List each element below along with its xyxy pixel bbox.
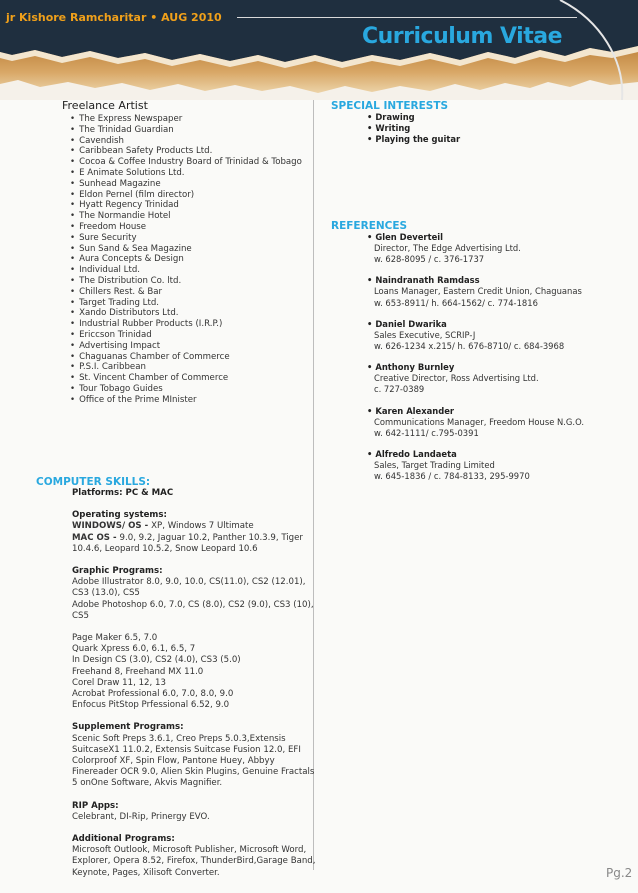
header-rule xyxy=(237,17,577,18)
reference-detail: w. 628-8095 / c. 376-1737 xyxy=(374,254,485,265)
client-item: • Individual Ltd. xyxy=(70,265,322,276)
client-item: • The Trinidad Guardian xyxy=(70,125,322,136)
client-item: • Tour Tobago Guides xyxy=(70,384,322,395)
reference-name: • Alfredo Landaeta xyxy=(367,449,631,460)
reference-entry xyxy=(367,449,631,482)
client-list xyxy=(62,114,322,406)
client-item: • Cocoa & Coffee Industry Board of Trinidad & Tobago xyxy=(70,157,322,168)
client-item: • Eldon Pernel (film director) xyxy=(70,190,322,201)
client-item: • Caribbean Safety Products Ltd. xyxy=(70,146,322,157)
reference-entry xyxy=(367,319,631,352)
program-line: Page Maker 6.5, 7.0 xyxy=(72,633,158,644)
supplement-heading: Supplement Programs: xyxy=(72,722,184,733)
reference-detail: w. 626-1234 x.215/ h. 676-8710/ c. 684-3968 xyxy=(374,341,565,352)
references-section xyxy=(331,220,631,492)
client-item: • Office of the Prime MInister xyxy=(70,395,322,406)
client-item: • Aura Concepts & Design xyxy=(70,254,322,265)
reference-entry xyxy=(367,362,631,395)
reference-detail: Sales, Target Trading Limited xyxy=(374,460,495,471)
author-and-date: jr Kishore Ramcharitar • AUG 2010 xyxy=(6,11,222,24)
mac-value: 9.0, 9.2, Jaguar 10.2, Panther 10.3.9, Tiger 10.4.6, Leopard 10.5.2, Snow Leopard 10.6 xyxy=(72,532,303,554)
graphic-programs xyxy=(72,577,316,622)
program-line: Corel Draw 11, 12, 13 xyxy=(72,677,166,688)
rip-heading: RIP Apps: xyxy=(72,800,119,811)
skills-body xyxy=(72,488,316,879)
additional-heading: Additional Programs: xyxy=(72,834,175,845)
client-item: • P.S.I. Caribbean xyxy=(70,362,322,373)
reference-detail: Director, The Edge Advertising Ltd. xyxy=(374,243,521,253)
client-item: • Advertising Impact xyxy=(70,341,322,352)
client-item: • Ericcson Trinidad xyxy=(70,330,322,341)
reference-entry xyxy=(367,232,631,265)
os-windows xyxy=(72,521,316,532)
client-item: • Freedom House xyxy=(70,222,322,233)
client-item: • St. Vincent Chamber of Commerce xyxy=(70,373,322,384)
reference-name: • Daniel Dwarika xyxy=(367,319,631,330)
client-item: • The Express Newspaper xyxy=(70,114,322,125)
windows-value: XP, Windows 7 Ultimate xyxy=(151,521,254,532)
references-heading: REFERENCES xyxy=(331,220,408,232)
reference-name: • Karen Alexander xyxy=(367,406,631,417)
reference-detail: w. 642-1111/ c.795-0391 xyxy=(374,427,479,438)
reference-detail: Sales Executive, SCRIP-J xyxy=(374,329,476,340)
freelance-section xyxy=(62,99,322,406)
reference-detail: Communications Manager, Freedom House N.G.O. xyxy=(374,416,585,427)
client-item: • The Normandie Hotel xyxy=(70,211,322,222)
header-banner xyxy=(0,0,638,100)
program-line: Freehand 8, Freehand MX 11.0 xyxy=(72,666,204,677)
client-item: • Hyatt Regency Trinidad xyxy=(70,200,322,211)
rip-text: Celebrant, DI-Rip, Prinergy EVO. xyxy=(72,811,210,822)
reference-detail: w. 645-1836 / c. 784-8133, 295-9970 xyxy=(374,471,530,482)
client-item: • Sun Sand & Sea Magazine xyxy=(70,244,322,255)
skills-heading: COMPUTER SKILLS: xyxy=(36,476,151,488)
reference-name: • Anthony Burnley xyxy=(367,362,631,373)
other-programs xyxy=(72,633,316,711)
freelance-heading: Freelance Artist xyxy=(62,99,148,112)
client-item: • Sure Security xyxy=(70,233,322,244)
reference-detail: Creative Director, Ross Advertising Ltd. xyxy=(374,373,539,384)
interests-section xyxy=(331,100,631,145)
program-line: Enfocus PitStop Prfessional 6.52, 9.0 xyxy=(72,700,230,711)
os-heading: Operating systems: xyxy=(72,510,167,521)
page-title: Curriculum Vitae xyxy=(362,24,563,49)
client-item: • Sunhead Magazine xyxy=(70,179,322,190)
program-line: Acrobat Professional 6.0, 7.0, 8.0, 9.0 xyxy=(72,689,234,700)
computer-skills-section xyxy=(36,476,316,879)
graphic-heading: Graphic Programs: xyxy=(72,566,163,577)
reference-entry xyxy=(367,275,631,308)
reference-entry xyxy=(367,406,631,439)
reference-name: • Glen Deverteil xyxy=(367,232,631,243)
interest-item: • Writing xyxy=(367,123,631,134)
references-list xyxy=(331,232,631,482)
interests-heading: SPECIAL INTERESTS xyxy=(331,100,449,112)
reference-detail: c. 727-0389 xyxy=(374,384,425,395)
program-line: Adobe Photoshop 6.0, 7.0, CS (8.0), CS2 (9.0), CS3 (10), CS5 xyxy=(72,599,314,621)
client-item: • The Distribution Co. ltd. xyxy=(70,276,322,287)
interest-item: • Playing the guitar xyxy=(367,134,631,145)
program-line: Adobe Illustrator 8.0, 9.0, 10.0, CS(11.0), CS2 (12.01), CS3 (13.0), CS5 xyxy=(72,577,306,599)
client-item: • Target Trading Ltd. xyxy=(70,298,322,309)
interest-item: • Drawing xyxy=(367,112,631,123)
client-item: • Industrial Rubber Products (I.R.P.) xyxy=(70,319,322,330)
additional-text: Microsoft Outlook, Microsoft Publisher, Microsoft Word, Explorer, Opera 8.52, Firefox, ThunderBird,Garage Band, Keynote, Pages, Xilisoft Converter. xyxy=(72,845,316,878)
windows-label: WINDOWS/ OS - xyxy=(72,521,152,532)
interests-list xyxy=(331,112,631,145)
reference-detail: Loans Manager, Eastern Credit Union, Chaguanas xyxy=(374,286,582,297)
reference-name: • Naindranath Ramdass xyxy=(367,275,631,286)
client-item: • Chaguanas Chamber of Commerce xyxy=(70,352,322,363)
platforms: Platforms: PC & MAC xyxy=(72,488,174,498)
client-item: • Cavendish xyxy=(70,136,322,147)
client-item: • Xando Distributors Ltd. xyxy=(70,308,322,319)
client-item: • Chillers Rest. & Bar xyxy=(70,287,322,298)
reference-detail: w. 653-8911/ h. 664-1562/ c. 774-1816 xyxy=(374,297,538,308)
program-line: Quark Xpress 6.0, 6.1, 6.5, 7 xyxy=(72,644,196,655)
program-line: In Design CS (3.0), CS2 (4.0), CS3 (5.0) xyxy=(72,655,241,666)
os-mac xyxy=(72,533,316,555)
mac-label: MAC OS - xyxy=(72,532,120,543)
supplement-text: Scenic Soft Preps 3.6.1, Creo Preps 5.0.3,Extensis SuitcaseX1 11.0.2, Extensis Suitcase Fusion 12.0, EFI Colorproof XF, Spin Flow, Pantone Huey, Abbyy Finereader OCR 9.0, Alien Skin Plugins, Genuine Fractals 5 onOne Software, Akvis Magnifier. xyxy=(72,733,315,789)
page-number: Pg.2 xyxy=(606,866,633,880)
client-item: • E Animate Solutions Ltd. xyxy=(70,168,322,179)
